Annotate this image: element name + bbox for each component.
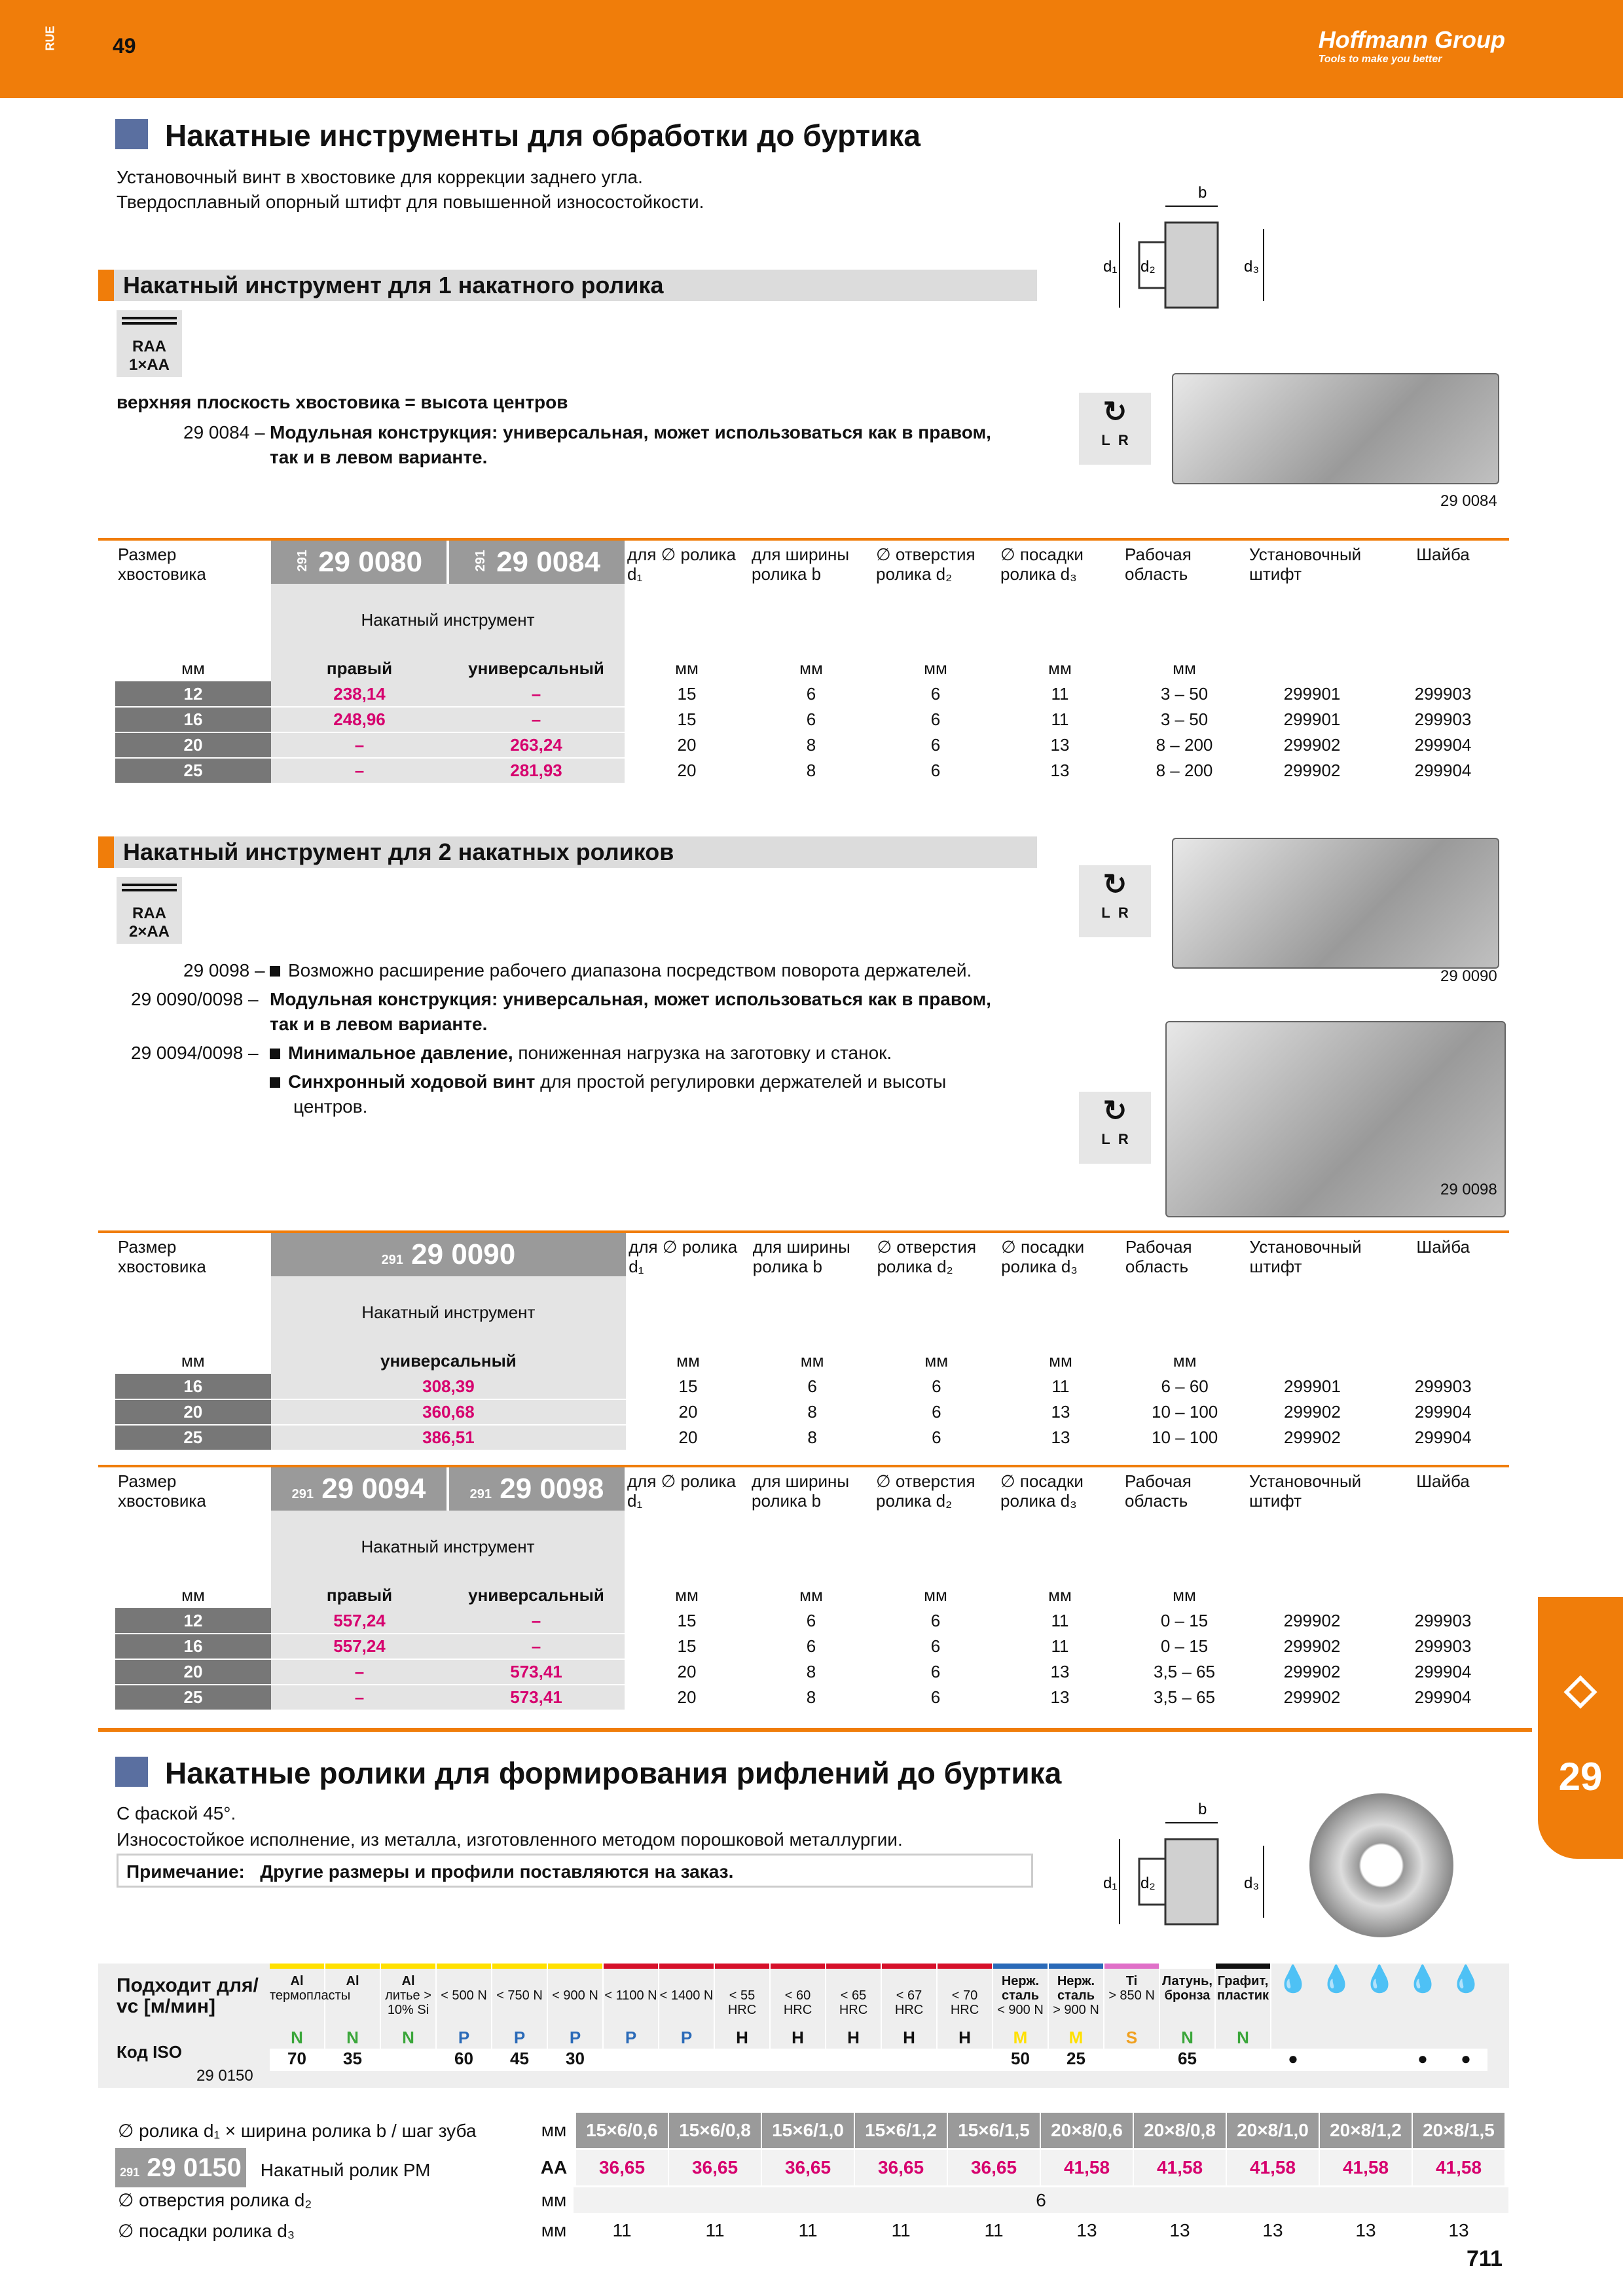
- coolant-column: 💧 ●: [1444, 1964, 1487, 2071]
- table-cell: 6: [873, 1659, 998, 1685]
- svg-text:d₁: d₁: [1103, 1874, 1118, 1892]
- table-cell: 25: [115, 758, 271, 783]
- table-cell: 15: [625, 1634, 749, 1659]
- fit-label: Подходит для/ vс [м/мин]: [117, 1975, 259, 2017]
- coolant-column: 💧 ●: [1401, 1964, 1444, 2071]
- table-row: [115, 732, 1508, 758]
- roller-cell: 15×6/1,0: [762, 2113, 855, 2148]
- s2-line-1: С фаской 45°.: [117, 1803, 236, 1823]
- chapter-tab: ⬦ 29: [1538, 1597, 1623, 1859]
- table-cell: 20: [115, 1399, 271, 1425]
- tool-photo-290084: [1172, 373, 1499, 484]
- table-cell: –: [448, 1634, 625, 1659]
- table-cell: 16: [115, 1634, 271, 1659]
- material-column: Нерж. сталь < 900 N M 50: [993, 1964, 1049, 2071]
- roller-cell: 13: [1041, 2213, 1134, 2248]
- roller-cell: 36,65: [576, 2150, 669, 2185]
- table-cell: 299902: [1247, 1685, 1377, 1710]
- roller-cell: 36,65: [762, 2150, 855, 2185]
- table-cell: 11: [998, 1374, 1123, 1399]
- table-row: [115, 707, 1508, 732]
- raa-badge-1: RAA 1×AA: [117, 310, 182, 377]
- brand-logo: Hoffmann Group Tools to make you better: [1318, 26, 1505, 65]
- table-cell: 8: [750, 1425, 875, 1450]
- table-cell: 248,96: [271, 707, 448, 732]
- table-cell: 11: [998, 1608, 1122, 1634]
- table-cell: 10 – 100: [1123, 1399, 1247, 1425]
- photo-label-290098: 29 0098: [1440, 1181, 1497, 1198]
- table-cell: 299902: [1247, 1399, 1377, 1425]
- table-cell: 6: [874, 1374, 998, 1399]
- svg-text:d₂: d₂: [1140, 1874, 1156, 1892]
- table-cell: 13: [998, 1659, 1122, 1685]
- table-cell: –: [271, 758, 448, 783]
- desc-modular-1: Модульная конструкция: универсальная, может использоваться как в правом,: [270, 422, 991, 442]
- table-cell: 25: [115, 1425, 271, 1450]
- table-cell: 6: [750, 1374, 875, 1399]
- section-title: Накатные инструменты для обработки до буртика: [165, 118, 921, 152]
- table-cell: 20: [625, 758, 749, 783]
- material-columns: [270, 1964, 1487, 2071]
- table-cell: 8: [749, 1659, 873, 1685]
- section-divider: [98, 1728, 1532, 1732]
- table-row: [115, 1425, 1508, 1450]
- ref-290094: 29 0094/0098 –: [131, 1043, 259, 1063]
- table-cell: 299904: [1377, 1685, 1508, 1710]
- roller-cell: 41,58: [1227, 2150, 1320, 2185]
- roller-cell: 11: [948, 2213, 1041, 2248]
- table-row: [115, 1634, 1508, 1659]
- rotate-lr-icon-2: ↻ L R: [1079, 865, 1151, 937]
- table-cell: 557,24: [271, 1634, 448, 1659]
- roller-cell: 11: [576, 2213, 669, 2248]
- table-cell: 13: [998, 1399, 1123, 1425]
- tool-photo-290090: [1172, 838, 1499, 969]
- material-column: Al термопласты N 70: [270, 1964, 325, 2071]
- section-2-title: Накатные ролики для формирования рифлений до буртика: [165, 1756, 1062, 1790]
- roller-cell: 41,58: [1041, 2150, 1134, 2185]
- ref-290090: 29 0090/0098 –: [131, 989, 259, 1009]
- category-icon: [115, 119, 148, 149]
- table-cell: 8: [749, 732, 873, 758]
- table-cell: 16: [115, 707, 271, 732]
- table-cell: 238,14: [271, 681, 448, 707]
- desc-modular-2: так и в левом варианте.: [270, 447, 488, 467]
- coolant-column: 💧: [1358, 1964, 1401, 2071]
- table-cell: 6: [873, 1608, 998, 1634]
- category-icon-2: [115, 1757, 148, 1787]
- rotate-lr-icon: ↻ L R: [1079, 393, 1151, 465]
- table-cell: 15: [625, 681, 749, 707]
- roller-cell: 36,65: [948, 2150, 1041, 2185]
- table-cell: 20: [625, 1659, 749, 1685]
- table-cell: 3 – 50: [1122, 681, 1247, 707]
- roller-dimension-diagram-2: [1100, 1800, 1296, 1950]
- desc-line-1: Установочный винт в хвостовике для коррекции заднего угла.: [117, 167, 643, 187]
- material-column: < 1100 N P: [604, 1964, 659, 2071]
- material-column: < 900 N P 30: [548, 1964, 604, 2071]
- dim-d1: d₁: [1103, 258, 1118, 276]
- table-cell: 3,5 – 65: [1122, 1685, 1247, 1710]
- table-cell: 281,93: [448, 758, 625, 783]
- table-cell: 299903: [1377, 1634, 1508, 1659]
- roller-cell: 11: [855, 2213, 948, 2248]
- table-cell: 13: [998, 732, 1122, 758]
- s2-line-2: Износостойкое исполнение, из металла, изготовленного методом порошковой металлургии.: [117, 1829, 903, 1850]
- coolant-column: 💧: [1315, 1964, 1358, 2071]
- raa-badge-2: RAA 2×AA: [117, 877, 182, 944]
- table-cell: 299901: [1247, 707, 1377, 732]
- table-cell: 6: [874, 1399, 998, 1425]
- table-cell: 360,68: [271, 1399, 627, 1425]
- desc-pressure: Минимальное давление, пониженная нагрузка на заготовку и станок.: [270, 1041, 892, 1066]
- table-cell: 6: [874, 1425, 998, 1450]
- table-cell: 15: [626, 1374, 750, 1399]
- desc-range: Возможно расширение рабочего диапазона посредством поворота держателей.: [270, 958, 972, 983]
- material-column: < 500 N P 60: [437, 1964, 492, 2071]
- table-cell: 299903: [1377, 1374, 1508, 1399]
- note-box: Примечание: Другие размеры и профили поставляются на заказ.: [117, 1854, 1033, 1888]
- roller-table: ∅ ролика d₁ × ширина ролика b / шаг зуба мм 15×6/0,6 15×6/0,8 15×6/1,0 15×6/1,2 15×6/1,5 20×8/0,6 20×8/0,8 20×8/1,0 20×8/1,2 20×8/1,5 291 29 0150 Накатный ролик РМ AA 36,65 36,65 36,65 36,65 36,65 41,58 41,58 41,58 41,58 41,58 ∅ отверстия ролика d₂ мм 6 ∅ посадки ролика d₃ мм 11 11 11 11 11 13 13 13 13 13: [115, 2113, 1508, 2248]
- page-number: 711: [1467, 2246, 1503, 2271]
- table-3: Размер хвостовика 291 29 0094 291 29 0098 для ∅ ролика d₁ для ширины ролика b ∅ отверстия ролика d₂ ∅ посадки ролика d₃ Рабочая область Установочный штифт Шайба Накатный инструмент мм правый универсальный мм мм мм мм мм 12 557,24 – 15 6 6 11 0 – 15 299902 299903 16 557,24 – 15 6 6 11 0 – 15 299902 299903 20 – 573,41 20 8 6 13 3,5 – 65 299902 299904 25 – 573,41 20 8 6 13 3,5 – 65 299902 299904: [115, 1467, 1508, 1711]
- table-cell: 299904: [1377, 1659, 1508, 1685]
- table-cell: 299903: [1377, 681, 1508, 707]
- roller-cell: 13: [1413, 2213, 1506, 2248]
- roller-cell: 41,58: [1413, 2150, 1506, 2185]
- roller-cell: 13: [1134, 2213, 1227, 2248]
- table-cell: –: [448, 707, 625, 732]
- roller-cell: 15×6/1,2: [855, 2113, 948, 2148]
- table-cell: 6: [749, 1634, 873, 1659]
- table-cell: 299902: [1247, 1659, 1377, 1685]
- material-column: Al N 35: [325, 1964, 381, 2071]
- material-column: Al литье > 10% Si N: [381, 1964, 437, 2071]
- table-cell: 6: [749, 707, 873, 732]
- table-cell: 13: [998, 758, 1122, 783]
- roller-cell: 15×6/0,8: [669, 2113, 762, 2148]
- table-cell: 573,41: [448, 1685, 625, 1710]
- photo-label-290084: 29 0084: [1440, 492, 1497, 510]
- table-row: [115, 1399, 1508, 1425]
- table-row: [115, 1608, 1508, 1634]
- page-left-number: 49: [113, 34, 136, 58]
- table-row: [115, 681, 1508, 707]
- table-row: [115, 1685, 1508, 1710]
- table-cell: 299904: [1377, 758, 1508, 783]
- table-cell: 25: [115, 1685, 271, 1710]
- roller-dimension-diagram: [1100, 183, 1296, 334]
- roller-cell: 11: [669, 2213, 762, 2248]
- table-cell: –: [271, 1685, 448, 1710]
- table-cell: 299902: [1247, 758, 1377, 783]
- table-cell: –: [448, 681, 625, 707]
- table-cell: 15: [625, 707, 749, 732]
- material-column: Нерж. сталь > 900 N M 25: [1049, 1964, 1104, 2071]
- roller-cell: 11: [762, 2213, 855, 2248]
- roller-cell: 20×8/1,0: [1227, 2113, 1320, 2148]
- table-cell: 11: [998, 1634, 1122, 1659]
- table-cell: –: [271, 732, 448, 758]
- material-column: < 55 HRC H: [715, 1964, 771, 2071]
- roller-cell: 13: [1227, 2213, 1320, 2248]
- roller-cell: 20×8/1,2: [1320, 2113, 1413, 2148]
- table-cell: –: [271, 1659, 448, 1685]
- dim-b: b: [1198, 184, 1207, 202]
- dim-d3: d₃: [1244, 258, 1260, 276]
- material-column: Ti > 850 N S: [1104, 1964, 1160, 2071]
- table-cell: 299903: [1377, 707, 1508, 732]
- table-cell: 299902: [1247, 1608, 1377, 1634]
- table-cell: 20: [626, 1399, 750, 1425]
- material-column: < 60 HRC H: [771, 1964, 826, 2071]
- table-cell: 6: [873, 1634, 998, 1659]
- table-cell: 3 – 50: [1122, 707, 1247, 732]
- roller-cell: 15×6/0,6: [576, 2113, 669, 2148]
- table-cell: 20: [115, 732, 271, 758]
- table-cell: 0 – 15: [1122, 1608, 1247, 1634]
- language-code: RUE: [43, 26, 57, 51]
- table-cell: 0 – 15: [1122, 1634, 1247, 1659]
- table-cell: 12: [115, 681, 271, 707]
- table-cell: 20: [625, 1685, 749, 1710]
- table-cell: 11: [998, 707, 1122, 732]
- center-height-note: верхняя плоскость хвостовика = высота центров: [117, 392, 568, 412]
- material-column: < 67 HRC H: [882, 1964, 938, 2071]
- table-cell: 557,24: [271, 1608, 448, 1634]
- table-cell: 8: [750, 1399, 875, 1425]
- table-cell: 299904: [1377, 1425, 1508, 1450]
- table-cell: 6: [873, 1685, 998, 1710]
- ref-290098: 29 0098 –: [183, 960, 265, 980]
- table-cell: 6: [873, 758, 998, 783]
- photo-label-290090: 29 0090: [1440, 967, 1497, 985]
- table-cell: 299902: [1247, 1634, 1377, 1659]
- table-cell: 299904: [1377, 732, 1508, 758]
- subsection-title-1: Накатный инструмент для 1 накатного ролика: [98, 270, 1037, 301]
- table-cell: 299904: [1377, 1399, 1508, 1425]
- svg-text:d₃: d₃: [1244, 1874, 1260, 1892]
- roller-cell: 36,65: [855, 2150, 948, 2185]
- table-cell: 386,51: [271, 1425, 627, 1450]
- roller-cell: 20×8/1,5: [1413, 2113, 1506, 2148]
- table-cell: 263,24: [448, 732, 625, 758]
- roller-cell: 36,65: [669, 2150, 762, 2185]
- table-cell: 299902: [1247, 732, 1377, 758]
- material-column: < 70 HRC H: [938, 1964, 993, 2071]
- roller-cell: 41,58: [1320, 2150, 1413, 2185]
- material-column: Латунь, бронза N 65: [1160, 1964, 1216, 2071]
- art-290150: 291 29 0150: [115, 2148, 246, 2187]
- desc-modular-3: Модульная конструкция: универсальная, может использоваться как в правом,: [270, 989, 991, 1009]
- table-cell: 11: [998, 681, 1122, 707]
- table-cell: 573,41: [448, 1659, 625, 1685]
- table-cell: 8: [749, 758, 873, 783]
- material-column: Графит, пластик N: [1216, 1964, 1271, 2071]
- table-cell: 6: [749, 681, 873, 707]
- art-label: 29 0150: [196, 2067, 253, 2085]
- table-cell: 6: [873, 681, 998, 707]
- table-cell: 10 – 100: [1123, 1425, 1247, 1450]
- dim-d2: d₂: [1140, 258, 1156, 276]
- table-cell: 299901: [1247, 681, 1377, 707]
- table-cell: 308,39: [271, 1374, 627, 1399]
- ref-290084: 29 0084 –: [183, 422, 265, 442]
- table-cell: 299903: [1377, 1608, 1508, 1634]
- roller-cell: 41,58: [1134, 2150, 1227, 2185]
- table-cell: 15: [625, 1608, 749, 1634]
- table-cell: 20: [626, 1425, 750, 1450]
- desc-screw-2: центров.: [293, 1096, 368, 1117]
- table-cell: 8 – 200: [1122, 758, 1247, 783]
- table-cell: 299902: [1247, 1425, 1377, 1450]
- table-row: [115, 758, 1508, 783]
- table-cell: 8: [749, 1685, 873, 1710]
- svg-text:b: b: [1198, 1801, 1207, 1818]
- roller-cell: 15×6/1,5: [948, 2113, 1041, 2148]
- table-1: Размер хвостовика 291 29 0080 291 29 0084 для ∅ ролика d₁ для ширины ролика b ∅ отверстия ролика d₂ ∅ посадки ролика d₃ Рабочая область Установочный штифт Шайба Накатный инструмент мм правый универсальный мм мм мм мм мм 12 238,14 – 15 6 6 11 3 – 50 299901 299903 16 248,96 – 15 6 6 11 3 – 50 299901 299903 20 – 263,24 20 8 6 13 8 – 200 299902 299904 25 – 281,93 20 8 6 13 8 – 200 299902 299904: [115, 541, 1508, 784]
- table-cell: 6: [749, 1608, 873, 1634]
- iso-label: Код ISO: [117, 2042, 182, 2062]
- desc-screw: Синхронный ходовой винт для простой регулировки держателей и высоты: [270, 1069, 946, 1094]
- table-cell: 299901: [1247, 1374, 1377, 1399]
- subsection-title-2: Накатный инструмент для 2 накатных роликов: [98, 836, 1037, 868]
- table-cell: 6 – 60: [1123, 1374, 1247, 1399]
- coolant-column: 💧 ●: [1271, 1964, 1315, 2071]
- table-cell: –: [448, 1608, 625, 1634]
- roller-cell: 20×8/0,6: [1041, 2113, 1134, 2148]
- table-2: Размер хвостовика 291 29 0090 для ∅ ролика d₁ для ширины ролика b ∅ отверстия ролика d₂ ∅ посадки ролика d₃ Рабочая область Установочный штифт Шайба Накатный инструмент мм универсальный мм мм мм мм мм 16 308,39 15 6 6 11 6 – 60 299901 299903 20 360,68 20 8 6 13 10 – 100 299902 299904 25 386,51 20 8 6 13 10 – 100 299902 299904: [115, 1233, 1508, 1451]
- table-cell: 6: [873, 732, 998, 758]
- table-cell: 20: [115, 1659, 271, 1685]
- table-cell: 20: [625, 732, 749, 758]
- roller-cell: 13: [1320, 2213, 1413, 2248]
- table-cell: 13: [998, 1685, 1122, 1710]
- material-column: < 1400 N P: [659, 1964, 715, 2071]
- table-cell: 3,5 – 65: [1122, 1659, 1247, 1685]
- table-cell: 8 – 200: [1122, 732, 1247, 758]
- roller-cell: 20×8/0,8: [1134, 2113, 1227, 2148]
- table-cell: 13: [998, 1425, 1123, 1450]
- table-row: [115, 1659, 1508, 1685]
- material-column: < 750 N P 45: [492, 1964, 548, 2071]
- table-cell: 12: [115, 1608, 271, 1634]
- rotate-lr-icon-3: ↻ L R: [1079, 1092, 1151, 1164]
- roller-photo: [1309, 1793, 1453, 1937]
- material-column: < 65 HRC H: [826, 1964, 882, 2071]
- desc-line-2: Твердосплавный опорный штифт для повышенной износостойкости.: [117, 192, 704, 212]
- desc-modular-4: так и в левом варианте.: [270, 1014, 488, 1034]
- table-cell: 16: [115, 1374, 271, 1399]
- table-cell: 6: [873, 707, 998, 732]
- table-row: [115, 1374, 1508, 1399]
